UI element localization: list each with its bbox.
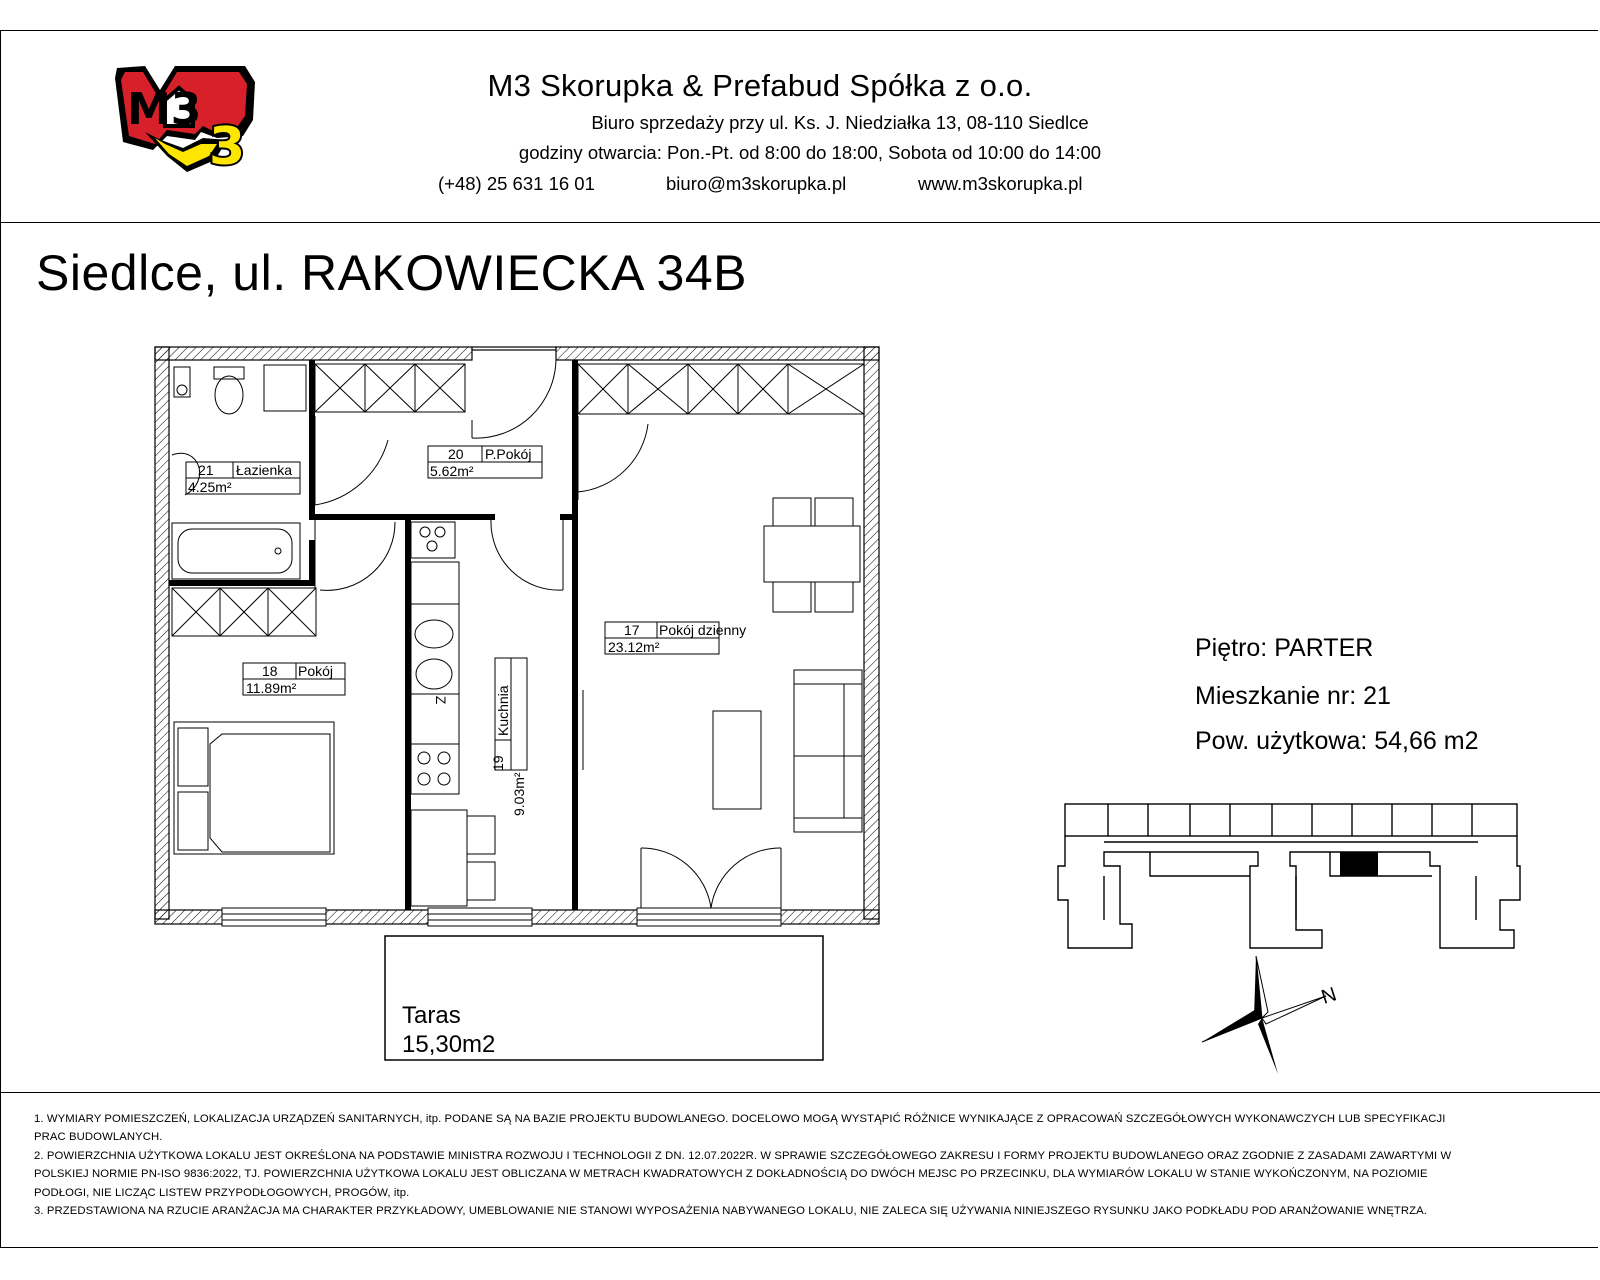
room-18-area: 11.89m² [246,680,297,696]
apartment-number: Mieszkanie nr: 21 [1195,682,1391,710]
room-17-name: Pokój dzienny [659,622,747,638]
company-name: M3 Skorupka & Prefabud Spółka z o.o. [487,68,1033,103]
room-20-name: P.Pokój [485,446,532,462]
svg-text:Z: Z [433,695,449,705]
building-key-plan [1058,804,1520,948]
floor-info: Piętro: PARTER [1195,634,1374,662]
room-17-number: 17 [624,622,640,638]
usable-area: Pow. użytkowa: 54,66 m2 [1195,727,1479,755]
note-1: 1. WYMIARY POMIESZCZEŃ, LOKALIZACJA URZĄDZEŃ SANITARNYCH, itp. PODANE SĄ NA BAZIE PROJEKTU BUDOWLANEGO. DOCELOWO MOGĄ WYSTĄPIĆ RÓŻNICE WYNIKAJĄCE Z OPRACOWAŃ SZCZEGÓŁOWYCH WYKONAWCZYCH LUB SPECYFIKACJI PRAC BUDOWLANYCH. [34,1113,1446,1144]
apartment-highlight [1340,852,1378,876]
note-3: 3. PRZEDSTAWIONA NA RZUCIE ARANŻACJA MA CHARAKTER PRZYKŁADOWY, UMEBLOWANIE NIE STANOWI WYPOSAŻENIA NABYWANEGO LOKALU, NIE ZALECA SIĘ UŻYWANIA NINIEJSZEGO RYSUNKU JAKO PODKŁADU POD ARANŻOWANIE WNĘTRZA. [34,1205,1428,1218]
svg-text:N: N [1318,983,1340,1009]
room-18-name: Pokój [298,663,334,679]
room-21-number: 21 [198,462,214,478]
room-19-area: 9.03m² [511,772,527,816]
svg-text:M3: M3 [127,84,202,135]
disclaimer-notes [34,1110,1474,1220]
room-21-area: 4.25m² [188,479,232,495]
svg-text:3: 3 [209,117,246,177]
terrace-label: Taras [402,1002,461,1029]
room-label-boxes [186,446,719,770]
compass-rose [1202,956,1339,1074]
room-21-name: Łazienka [236,462,293,478]
email-address: biuro@m3skorupka.pl [666,173,847,194]
note-2: 2. POWIERZCHNIA UŻYTKOWA LOKALU JEST OKREŚLONA NA PODSTAWIE MINISTRA ROZWOJU I TECHNOLOGII Z DN. 12.07.2022R. W SPRAWIE SZCZEGÓŁOWEGO ZAKRESU I FORMY PROJEKTU BUDOWLANEGO ORAZ ZGODNIE Z ZASADAMI ZAWARTYMI W POLSKIEJ NORMIE PN-ISO 9836:2022, TJ. POWIERZCHNIA UŻYTKOWA LOKALU JEST OBLICZANA W METRACH KWADRATOWYCH Z DOKŁADNOŚCIĄ DO DWÓCH MEJSC PO PRZECINKU, DLA WYMIARÓW LOKALU W STANIE WYKOŃCZONYM, NA POZIOMIE PODŁOGI, NIE LICZĄC LISTEW PRZYPODŁOGOWYCH, PROGÓW, itp. [34,1149,1452,1199]
phone-number: (+48) 25 631 16 01 [438,173,595,194]
terrace-area: 15,30m2 [402,1031,496,1058]
room-18-number: 18 [262,663,278,679]
website-link: www.m3skorupka.pl [918,173,1083,194]
room-19-number: 19 [490,755,506,771]
opening-hours: godziny otwarcia: Pon.-Pt. od 8:00 do 18:00, Sobota od 10:00 do 14:00 [518,142,1102,163]
office-address: Biuro sprzedaży przy ul. Ks. J. Niedziałka 13, 08-110 Siedlce [591,112,1089,133]
room-17-area: 23.12m² [608,639,660,655]
room-20-number: 20 [448,446,464,462]
room-19-name: Kuchnia [495,685,511,736]
room-20-area: 5.62m² [430,463,474,479]
page-title: Siedlce, ul. RAKOWIECKA 34B [36,245,748,301]
